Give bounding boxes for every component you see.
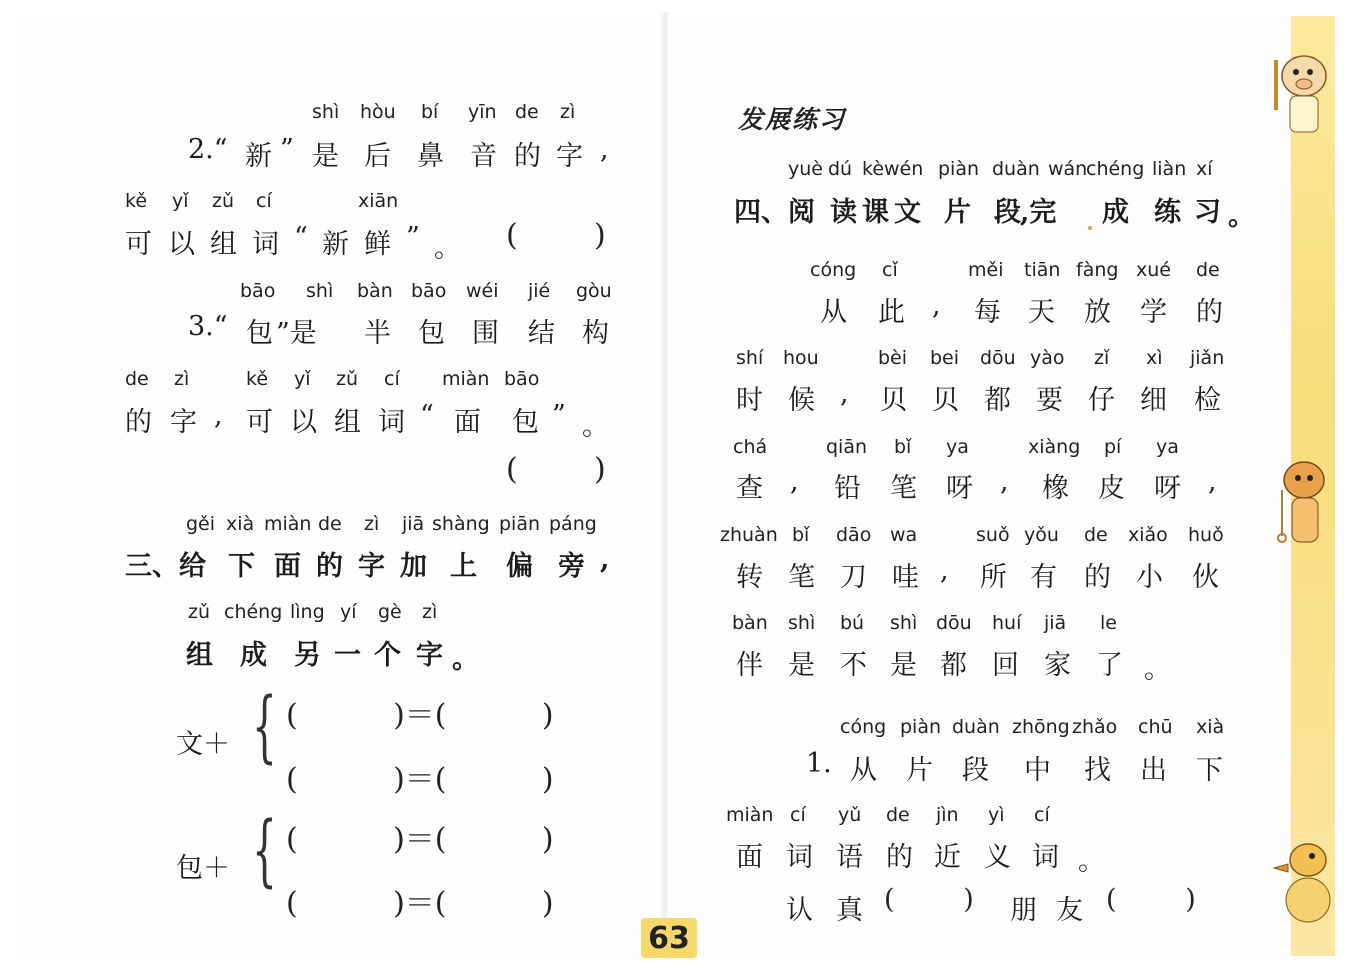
pinyin: ya [1156, 436, 1179, 458]
pinyin: yǔ [838, 804, 862, 826]
pinyin: bǐ [792, 524, 810, 546]
hanzi: 结 [528, 318, 555, 349]
hanzi: “ [294, 222, 308, 253]
hanzi: 练 [1154, 197, 1181, 228]
hanzi: “ [420, 400, 434, 431]
pinyin: xià [1196, 716, 1225, 738]
hanzi: 出 [1140, 755, 1167, 786]
hanzi: 要 [1036, 385, 1063, 416]
hanzi: 词 [378, 407, 405, 438]
pinyin: yì [988, 804, 1005, 826]
equation-blank[interactable]: ( )＝( ) [286, 762, 554, 797]
hanzi: 加 [400, 551, 427, 582]
pinyin: qiān [826, 436, 868, 458]
pinyin: yǐ [294, 368, 311, 390]
cartoon-dog-icon [1268, 450, 1332, 560]
hanzi: 段 [994, 197, 1021, 228]
pinyin: yǒu [1024, 524, 1059, 546]
cartoon-duck-icon [1268, 830, 1338, 930]
punctuation: , [790, 466, 799, 497]
answer-blank[interactable]: ( ) [884, 884, 974, 915]
pinyin: bí [421, 101, 439, 123]
hanzi: 字 [170, 407, 197, 438]
hanzi: 字 [358, 551, 385, 582]
hanzi: 笔 [890, 473, 917, 504]
pinyin: wa [890, 524, 918, 546]
pinyin: zì [174, 368, 190, 390]
hanzi: 鼻 [417, 141, 444, 172]
hanzi: 候 [788, 385, 815, 416]
pinyin: suǒ [976, 524, 1010, 546]
hanzi: 的 [886, 842, 913, 873]
pinyin: chéng [1086, 158, 1145, 180]
pinyin: de [515, 101, 539, 123]
pinyin: de [318, 513, 342, 535]
hanzi: 。 [452, 644, 479, 675]
radical-prompt: 包＋ [176, 853, 230, 884]
pinyin: hòu [360, 101, 396, 123]
hanzi: 鲜 [364, 229, 391, 260]
pinyin: jiā [1044, 612, 1067, 634]
pinyin: yǐ [172, 190, 189, 212]
answer-blank[interactable]: ( ) [1106, 884, 1196, 915]
pinyin: hou [783, 347, 819, 369]
pinyin: bǐ [894, 436, 912, 458]
hanzi: 是 [788, 650, 815, 681]
hanzi: 朋 [1010, 895, 1037, 926]
hanzi: 音 [470, 141, 497, 172]
hanzi: 。 [582, 411, 609, 442]
pinyin: bāo [504, 368, 540, 390]
punctuation: , [1208, 466, 1217, 497]
pinyin: shì [890, 612, 918, 634]
punctuation: , [1000, 466, 1009, 497]
hanzi: 组 [210, 229, 237, 260]
radical-prompt: 文＋ [176, 729, 230, 760]
punctuation: , [840, 378, 849, 409]
pinyin: ya [946, 436, 969, 458]
pinyin: xià [226, 513, 255, 535]
hanzi: 小 [1136, 562, 1163, 593]
pinyin: zì [364, 513, 380, 535]
hanzi: 转 [736, 562, 763, 593]
pinyin: shì [312, 101, 340, 123]
equation-blank[interactable]: ( )＝( ) [286, 698, 554, 733]
pinyin: fàng [1076, 259, 1119, 281]
pinyin: bāo [411, 280, 447, 302]
hanzi: 查 [736, 473, 763, 504]
hanzi: 面 [736, 842, 763, 873]
hanzi: 橡 [1042, 473, 1069, 504]
hanzi: 找 [1084, 755, 1111, 786]
pinyin: miàn [442, 368, 490, 390]
pinyin: zhǎo [1072, 716, 1118, 738]
pinyin: yīn [468, 101, 497, 123]
punctuation: , [600, 544, 610, 575]
hanzi: 旁 [558, 551, 585, 582]
hanzi: ” [552, 400, 566, 431]
pinyin: piān [499, 513, 541, 535]
hanzi: 半 [364, 318, 391, 349]
hanzi: 课 [862, 197, 889, 228]
hanzi: 组 [186, 640, 213, 671]
pinyin: piàn [900, 716, 942, 738]
pinyin: zǔ [336, 368, 359, 390]
hanzi: 后 [364, 141, 391, 172]
hanzi: 从 [850, 755, 877, 786]
hanzi: 包 [418, 318, 445, 349]
punctuation: , [940, 555, 949, 586]
pinyin: chá [733, 436, 768, 458]
hanzi: 新 [245, 141, 272, 172]
hanzi: 片 [906, 755, 933, 786]
hanzi: 包 [512, 407, 539, 438]
hanzi: 都 [940, 650, 967, 681]
pinyin: pí [1104, 436, 1122, 458]
pinyin: shàng [432, 513, 490, 535]
hanzi: 细 [1140, 385, 1167, 416]
hanzi: 所 [980, 562, 1007, 593]
pinyin: dāo [836, 524, 872, 546]
pinyin: xì [1146, 347, 1163, 369]
section-heading: 发展练习 [738, 105, 847, 134]
hanzi: 铅 [834, 473, 861, 504]
hanzi: 读 [830, 197, 857, 228]
hanzi: 近 [934, 842, 961, 873]
pinyin: de [125, 368, 149, 390]
brace-icon: { [252, 682, 277, 772]
pinyin: de [886, 804, 910, 826]
hanzi: 是 [890, 650, 917, 681]
section-title: 四、阅 [734, 197, 815, 228]
pinyin: duàn [992, 158, 1040, 180]
pinyin: piàn [938, 158, 980, 180]
hanzi: 的 [316, 551, 343, 582]
hanzi: 是 [312, 141, 339, 172]
pinyin: chéng [224, 601, 283, 623]
hanzi: 哇 [892, 562, 919, 593]
pinyin: zì [560, 101, 576, 123]
pinyin: bei [930, 347, 960, 369]
hanzi: 围 [472, 318, 499, 349]
hanzi: 组 [334, 407, 361, 438]
hanzi: ”是 [276, 318, 317, 349]
hanzi: 文 [894, 197, 921, 228]
hanzi: 了 [1096, 650, 1123, 681]
hanzi: 都 [984, 385, 1011, 416]
hanzi: 词 [252, 229, 279, 260]
pinyin: cí [256, 190, 272, 212]
hanzi: 皮 [1098, 473, 1125, 504]
hanzi: 时 [736, 385, 763, 416]
hanzi: 刀 [840, 562, 867, 593]
pinyin: cóng [810, 259, 857, 281]
equation-blank[interactable]: ( )＝( ) [286, 822, 554, 857]
pinyin: cí [790, 804, 806, 826]
hanzi: 每 [974, 297, 1001, 328]
equation-blank[interactable]: ( )＝( ) [286, 886, 554, 921]
hanzi: 以 [168, 229, 195, 260]
hanzi: 的 [514, 141, 541, 172]
pinyin: cóng [840, 716, 887, 738]
hanzi: 。 [1078, 846, 1105, 877]
pinyin: zhōng [1012, 716, 1070, 738]
pinyin: shí [736, 347, 764, 369]
hanzi: 。 [434, 233, 461, 264]
question-number: 1. [806, 748, 832, 779]
hanzi: 义 [984, 842, 1011, 873]
hanzi: 另 [294, 640, 321, 671]
cartoon-pig-icon [1268, 40, 1332, 140]
pinyin: zhuàn [720, 524, 778, 546]
pinyin: zǔ [212, 190, 235, 212]
pinyin: dōu [980, 347, 1016, 369]
pinyin: shì [788, 612, 816, 634]
hanzi: 语 [836, 842, 863, 873]
pinyin: wán [1048, 158, 1088, 180]
hanzi: 贝 [932, 385, 959, 416]
hanzi: 。 [1144, 654, 1171, 685]
question-number: 2.“ [188, 134, 228, 165]
punctuation: , [214, 400, 223, 431]
hanzi: 检 [1194, 385, 1221, 416]
answer-blank[interactable]: ( ) [506, 452, 606, 487]
punctuation: , [932, 290, 941, 321]
hanzi: 词 [786, 842, 813, 873]
pinyin: jiā [402, 513, 425, 535]
hanzi: 有 [1030, 562, 1057, 593]
hanzi: 下 [228, 551, 255, 582]
pinyin: cí [1034, 804, 1050, 826]
hanzi: 贝 [880, 385, 907, 416]
pinyin: měi [968, 259, 1004, 281]
hanzi: 的 [125, 407, 152, 438]
pinyin: páng [549, 513, 597, 535]
hanzi: 成 [240, 640, 267, 671]
pinyin: le [1100, 612, 1117, 634]
pinyin: dú [828, 158, 853, 180]
hanzi: 段 [962, 755, 989, 786]
hanzi: 构 [582, 318, 609, 349]
pinyin: xiān [358, 190, 399, 212]
pinyin: xiàng [1028, 436, 1081, 458]
hanzi: 放 [1084, 297, 1111, 328]
hanzi: 偏 [506, 551, 533, 582]
hanzi: ” [406, 222, 420, 253]
hanzi: 面 [454, 407, 481, 438]
pinyin: zǐ [1094, 347, 1110, 369]
brace-icon: { [252, 806, 277, 896]
hanzi: 以 [290, 407, 317, 438]
hanzi: 友 [1056, 895, 1083, 926]
pinyin: shì [306, 280, 334, 302]
pinyin: xué [1136, 259, 1171, 281]
hanzi: 天 [1028, 297, 1055, 328]
hanzi: 从 [820, 297, 847, 328]
hanzi: 一 [334, 640, 361, 671]
hanzi: 回 [992, 650, 1019, 681]
pinyin: gòu [576, 280, 612, 302]
hanzi: 的 [1084, 562, 1111, 593]
pinyin: bèi [878, 347, 908, 369]
hanzi: 面 [274, 551, 301, 582]
hanzi: 片 [944, 197, 971, 228]
pinyin: wéi [466, 280, 499, 302]
pinyin: duàn [952, 716, 1000, 738]
pinyin: miàn [264, 513, 312, 535]
hanzi: 认 [786, 895, 813, 926]
pinyin: cí [384, 368, 400, 390]
pinyin: zì [422, 601, 438, 623]
hanzi: 家 [1044, 650, 1071, 681]
hanzi: 伴 [736, 650, 763, 681]
hanzi: 。 [1228, 201, 1255, 232]
pinyin: zǔ [188, 601, 211, 623]
hanzi: 字 [556, 141, 583, 172]
pinyin: bàn [357, 280, 393, 302]
hanzi: 词 [1032, 842, 1059, 873]
pinyin: yí [340, 601, 357, 623]
pinyin: yuè [788, 158, 823, 180]
hanzi: 包 [246, 318, 273, 349]
hanzi: 此 [878, 297, 905, 328]
pinyin: gè [378, 601, 402, 623]
pinyin: de [1084, 524, 1108, 546]
pinyin: huí [992, 612, 1022, 634]
pinyin: miàn [726, 804, 774, 826]
hanzi: 新 [322, 229, 349, 260]
hanzi: 伙 [1192, 562, 1219, 593]
pinyin: de [1196, 259, 1220, 281]
pinyin: cǐ [882, 259, 898, 281]
hanzi: 可 [125, 229, 152, 260]
punctuation: , [600, 134, 609, 165]
hanzi: 成 [1102, 197, 1129, 228]
pinyin: jìn [936, 804, 959, 826]
hanzi: 笔 [788, 562, 815, 593]
pinyin: xiǎo [1128, 524, 1168, 546]
hanzi: 中 [1024, 755, 1051, 786]
hanzi: 上 [450, 551, 477, 582]
hanzi: 字 [416, 640, 443, 671]
pinyin: jié [528, 280, 551, 302]
pinyin: huǒ [1188, 524, 1224, 546]
hanzi: 真 [836, 895, 863, 926]
pinyin: gěi [186, 513, 216, 535]
page-number: 63 [641, 918, 697, 958]
pinyin: kèwén [862, 158, 924, 180]
hanzi: 不 [840, 650, 867, 681]
pinyin: xí [1196, 158, 1213, 180]
hanzi: 可 [246, 407, 273, 438]
question-number: 3.“ [188, 311, 228, 342]
pinyin: bú [840, 612, 865, 634]
pinyin: kě [125, 190, 148, 212]
pinyin: jiǎn [1190, 347, 1225, 369]
pinyin: yào [1030, 347, 1065, 369]
section-title: 三、给 [125, 551, 206, 582]
hanzi: 呀 [1154, 473, 1181, 504]
pinyin: liàn [1152, 158, 1187, 180]
pinyin: dōu [936, 612, 972, 634]
hanzi: 呀 [946, 473, 973, 504]
hanzi: 的 [1196, 297, 1223, 328]
pinyin: chū [1138, 716, 1173, 738]
hanzi: 个 [374, 640, 401, 671]
answer-blank[interactable]: ( ) [506, 218, 606, 253]
pinyin: bàn [732, 612, 768, 634]
pinyin: bāo [240, 280, 276, 302]
pinyin: tiān [1024, 259, 1061, 281]
pinyin: lìng [290, 601, 325, 623]
hanzi: ” [280, 134, 294, 165]
hanzi: 学 [1140, 297, 1167, 328]
hanzi: 习 [1194, 197, 1221, 228]
hanzi: 下 [1196, 755, 1223, 786]
hanzi: 仔 [1088, 385, 1115, 416]
speck [1088, 226, 1092, 230]
hanzi: ,完 [1020, 197, 1057, 228]
pinyin: kě [246, 368, 269, 390]
